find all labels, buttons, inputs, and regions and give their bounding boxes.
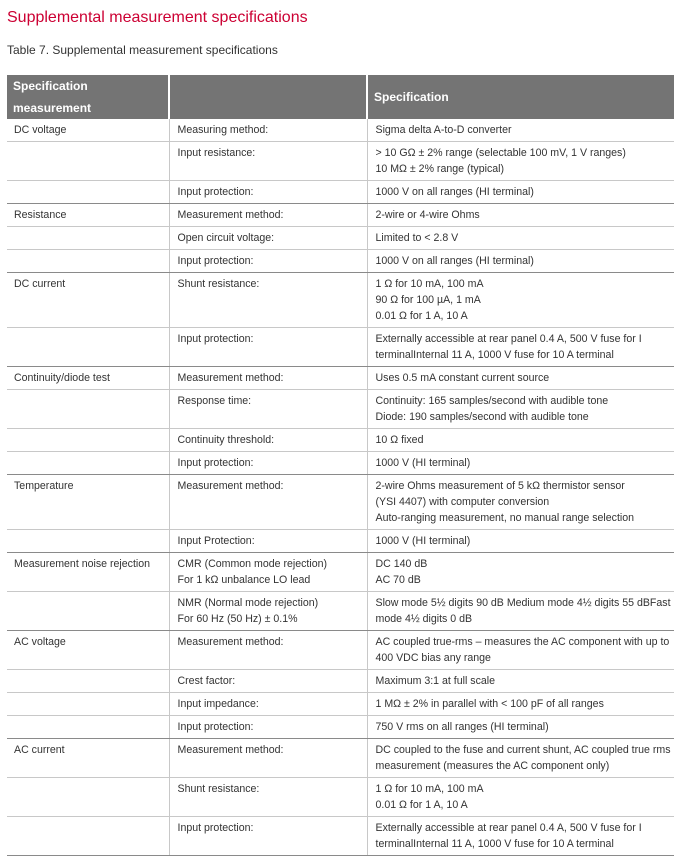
table-row <box>7 530 674 553</box>
category-cell <box>7 429 169 452</box>
specification-text: 750 V rms on all ranges (HI terminal) <box>375 721 549 733</box>
specification-text: 1000 V on all ranges (HI terminal) <box>375 186 534 198</box>
parameter-text: Measuring method: <box>177 124 269 136</box>
specification-text: 1 Ω for 10 mA, 100 mA <box>375 278 484 290</box>
parameter-text: Input resistance: <box>177 147 256 159</box>
table-row <box>7 250 674 273</box>
category-cell <box>7 390 169 429</box>
parameter-text: Shunt resistance: <box>177 783 260 795</box>
parameter-cell <box>169 367 367 390</box>
table-caption: Table 7. Supplemental measurement specifications <box>7 43 278 57</box>
parameter-cell <box>169 631 367 670</box>
specification-text: Auto-ranging measurement, no manual range selection <box>375 512 635 524</box>
table-row <box>7 592 674 631</box>
parameter-text: Input protection: <box>177 186 254 198</box>
table-row <box>7 716 674 739</box>
spec-table <box>7 75 674 856</box>
specification-text: 400 VDC bias any range <box>375 652 491 664</box>
specification-text: Maximum 3:1 at full scale <box>375 675 496 687</box>
header-specification: Specification <box>367 75 674 119</box>
parameter-text: Input protection: <box>177 822 254 834</box>
parameter-text: NMR (Normal mode rejection) <box>177 597 319 609</box>
category-cell <box>7 227 169 250</box>
category-cell: AC voltage <box>7 631 169 670</box>
parameter-text: Input protection: <box>177 333 254 345</box>
table-row <box>7 739 674 778</box>
specification-text: > 10 GΩ ± 2% range (selectable 100 mV, 1 V ranges) <box>375 147 626 159</box>
specification-text: Uses 0.5 mA constant current source <box>375 372 550 384</box>
specification-cell <box>367 530 674 553</box>
specification-cell <box>367 778 674 817</box>
category-cell <box>7 142 169 181</box>
parameter-cell <box>169 250 367 273</box>
parameter-text: Measurement method: <box>177 636 284 648</box>
table-row <box>7 181 674 204</box>
specification-text: terminalInternal 11 A, 1000 V fuse for 10 A terminal <box>375 349 614 361</box>
specification-text: 1 MΩ ± 2% in parallel with < 100 pF of all ranges <box>375 698 604 710</box>
category-cell <box>7 452 169 475</box>
category-cell <box>7 592 169 631</box>
parameter-cell <box>169 475 367 530</box>
parameter-cell <box>169 452 367 475</box>
specification-text: (YSI 4407) with computer conversion <box>375 496 550 508</box>
category-cell <box>7 778 169 817</box>
specification-cell <box>367 670 674 693</box>
parameter-text: Open circuit voltage: <box>177 232 275 244</box>
category-cell <box>7 530 169 553</box>
specification-cell <box>367 227 674 250</box>
category-cell <box>7 328 169 367</box>
specification-text: 0.01 Ω for 1 A, 10 A <box>375 310 468 322</box>
parameter-cell <box>169 670 367 693</box>
parameter-cell <box>169 778 367 817</box>
category-cell <box>7 693 169 716</box>
table-row <box>7 429 674 452</box>
specification-text: measurement (measures the AC component only) <box>375 760 610 772</box>
table-row <box>7 390 674 429</box>
parameter-text: Response time: <box>177 395 252 407</box>
specification-text: 2-wire Ohms measurement of 5 kΩ thermistor sensor <box>375 480 625 492</box>
parameter-cell <box>169 693 367 716</box>
specification-cell <box>367 204 674 227</box>
header-parameter <box>169 75 367 119</box>
header-row <box>7 75 674 119</box>
parameter-text: Input impedance: <box>177 698 259 710</box>
parameter-text: Input Protection: <box>177 535 255 547</box>
table-row <box>7 142 674 181</box>
table-row <box>7 452 674 475</box>
table-row <box>7 367 674 390</box>
specification-text: 10 MΩ ± 2% range (typical) <box>375 163 505 175</box>
specification-cell <box>367 181 674 204</box>
specification-text: AC 70 dB <box>375 574 421 586</box>
table-row <box>7 670 674 693</box>
specification-cell <box>367 631 674 670</box>
table-row <box>7 119 674 142</box>
specification-text: Diode: 190 samples/second with audible tone <box>375 411 589 423</box>
category-cell <box>7 670 169 693</box>
specification-text: 1000 V (HI terminal) <box>375 535 471 547</box>
specification-text: Slow mode 5½ digits 90 dB Medium mode 4½ digits 55 dBFast <box>375 597 671 609</box>
specification-cell <box>367 367 674 390</box>
table-row <box>7 631 674 670</box>
parameter-text: Input protection: <box>177 457 254 469</box>
table-row <box>7 817 674 856</box>
category-cell <box>7 716 169 739</box>
category-cell <box>7 250 169 273</box>
parameter-text: CMR (Common mode rejection) <box>177 558 328 570</box>
parameter-cell <box>169 204 367 227</box>
parameter-cell <box>169 592 367 631</box>
specification-text: 2-wire or 4-wire Ohms <box>375 209 480 221</box>
specification-cell <box>367 119 674 142</box>
specification-cell <box>367 592 674 631</box>
parameter-cell <box>169 716 367 739</box>
specification-text: Limited to < 2.8 V <box>375 232 459 244</box>
parameter-text: For 60 Hz (50 Hz) ± 0.1% <box>177 613 298 625</box>
parameter-text: Input protection: <box>177 721 254 733</box>
specification-cell <box>367 390 674 429</box>
parameter-cell <box>169 181 367 204</box>
parameter-cell <box>169 390 367 429</box>
specification-text: mode 4½ digits 0 dB <box>375 613 473 625</box>
parameter-cell <box>169 739 367 778</box>
table-row <box>7 475 674 530</box>
table-row <box>7 328 674 367</box>
parameter-text: Measurement method: <box>177 372 284 384</box>
parameter-cell <box>169 817 367 856</box>
parameter-cell <box>169 273 367 328</box>
category-cell <box>7 817 169 856</box>
parameter-text: Crest factor: <box>177 675 236 687</box>
specification-cell <box>367 142 674 181</box>
specification-cell <box>367 693 674 716</box>
parameter-cell <box>169 530 367 553</box>
specification-cell <box>367 250 674 273</box>
table-row <box>7 778 674 817</box>
parameter-cell <box>169 429 367 452</box>
category-cell: Continuity/diode test <box>7 367 169 390</box>
specification-text: Externally accessible at rear panel 0.4 A, 500 V fuse for I <box>375 333 642 345</box>
parameter-text: Measurement method: <box>177 480 284 492</box>
specification-text: 10 Ω fixed <box>375 434 424 446</box>
category-cell: Resistance <box>7 204 169 227</box>
spec-body <box>7 119 674 856</box>
parameter-cell <box>169 119 367 142</box>
table-row <box>7 273 674 328</box>
specification-cell <box>367 429 674 452</box>
specification-text: Externally accessible at rear panel 0.4 A, 500 V fuse for I <box>375 822 642 834</box>
category-cell: DC current <box>7 273 169 328</box>
specification-text: terminalInternal 11 A, 1000 V fuse for 10 A terminal <box>375 838 614 850</box>
specification-cell <box>367 817 674 856</box>
table-row <box>7 693 674 716</box>
parameter-cell <box>169 553 367 592</box>
header-spec-measurement: Specification measurement <box>7 75 169 119</box>
category-cell: Measurement noise rejection <box>7 553 169 592</box>
specification-cell <box>367 328 674 367</box>
specification-text: 0.01 Ω for 1 A, 10 A <box>375 799 468 811</box>
parameter-text: Shunt resistance: <box>177 278 260 290</box>
specification-cell <box>367 273 674 328</box>
category-cell: Temperature <box>7 475 169 530</box>
parameter-text: Continuity threshold: <box>177 434 275 446</box>
specification-cell <box>367 553 674 592</box>
specification-cell <box>367 452 674 475</box>
specification-cell <box>367 475 674 530</box>
parameter-text: For 1 kΩ unbalance LO lead <box>177 574 311 586</box>
specification-text: DC coupled to the fuse and current shunt, AC coupled true rms <box>375 744 671 756</box>
specification-text: DC 140 dB <box>375 558 428 570</box>
specification-text: Continuity: 165 samples/second with audible tone <box>375 395 609 407</box>
specification-text: 1 Ω for 10 mA, 100 mA <box>375 783 484 795</box>
specification-text: 90 Ω for 100 µA, 1 mA <box>375 294 481 306</box>
parameter-cell <box>169 142 367 181</box>
specification-cell <box>367 739 674 778</box>
parameter-text: Measurement method: <box>177 209 284 221</box>
category-cell: AC current <box>7 739 169 778</box>
page-title: Supplemental measurement specifications <box>7 9 308 26</box>
specification-text: 1000 V (HI terminal) <box>375 457 471 469</box>
parameter-cell <box>169 328 367 367</box>
specification-cell <box>367 716 674 739</box>
parameter-text: Measurement method: <box>177 744 284 756</box>
table-row <box>7 553 674 592</box>
parameter-cell <box>169 227 367 250</box>
specification-text: Sigma delta A-to-D converter <box>375 124 512 136</box>
specification-text: 1000 V on all ranges (HI terminal) <box>375 255 534 267</box>
table-row <box>7 204 674 227</box>
parameter-text: Input protection: <box>177 255 254 267</box>
specification-text: AC coupled true-rms – measures the AC component with up to <box>375 636 670 648</box>
category-cell: DC voltage <box>7 119 169 142</box>
table-row <box>7 227 674 250</box>
category-cell <box>7 181 169 204</box>
